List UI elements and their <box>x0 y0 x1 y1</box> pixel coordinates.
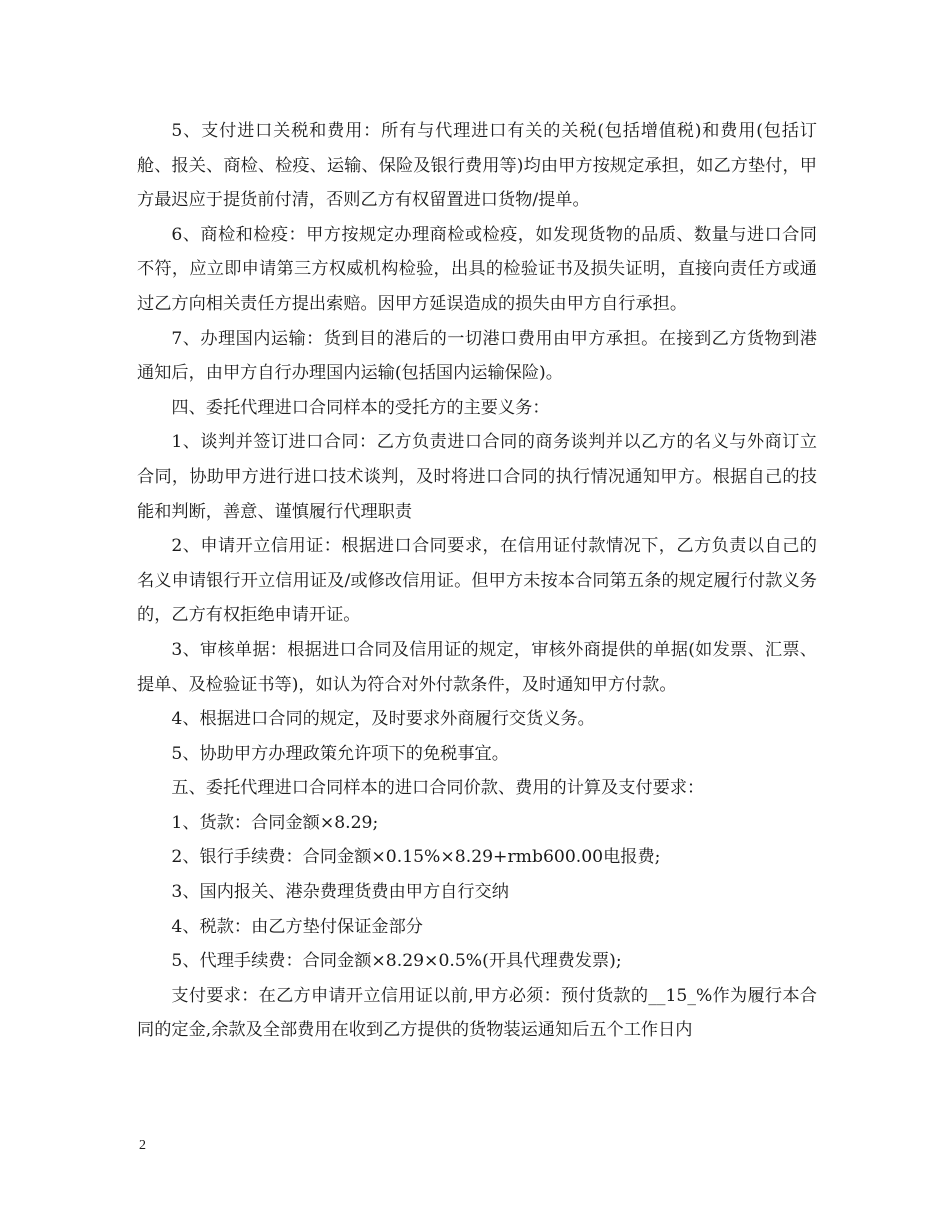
paragraph: 3、国内报关、港杂费理货费由甲方自行交纳 <box>171 882 509 903</box>
paragraph: 3、审核单据：根据进口合同及信用证的规定，审核外商提供的单据(如发票、汇票、提单、及检验证书等)，如认为符合对外付款条件，及时通知甲方付款。 <box>137 639 817 695</box>
document-body <box>137 114 817 1048</box>
paragraph: 6、商检和检疫：甲方按规定办理商检或检疫，如发现货物的品质、数量与进口合同不符，应立即申请第三方权威机构检验，出具的检验证书及损失证明，直接向责任方或通过乙方向相关责任方提出索赔。因甲方延误造成的损失由甲方自行承担。 <box>137 224 817 314</box>
paragraph: 5、协助甲方办理政策允许项下的免税事宜。 <box>171 743 509 764</box>
paragraph: 1、货款：合同金额×8.29; <box>171 812 379 833</box>
paragraph: 2、银行手续费：合同金额×0.15%×8.29+rmb600.00电报费; <box>171 847 661 868</box>
page-number: 2 <box>139 1138 146 1153</box>
paragraph: 2、申请开立信用证：根据进口合同要求，在信用证付款情况下，乙方负责以自己的名义申请银行开立信用证及/或修改信用证。但甲方未按本合同第五条的规定履行付款义务的，乙方有权拒绝申请开证。 <box>137 536 817 626</box>
paragraph: 5、支付进口关税和费用：所有与代理进口有关的关税(包括增值税)和费用(包括订舱、报关、商检、检疫、运输、保险及银行费用等)均由甲方按规定承担，如乙方垫付，甲方最迟应于提货前付清，否则乙方有权留置进口货物/提单。 <box>137 121 817 211</box>
paragraph: 1、谈判并签订进口合同：乙方负责进口合同的商务谈判并以乙方的名义与外商订立合同，协助甲方进行进口技术谈判，及时将进口合同的执行情况通知甲方。根据自己的技能和判断，善意、谨慎履行代理职责 <box>137 432 817 522</box>
paragraph: 5、代理手续费：合同金额×8.29×0.5%(开具代理费发票); <box>171 951 622 972</box>
section-heading: 五、委托代理进口合同样本的进口合同价款、费用的计算及支付要求： <box>171 778 705 799</box>
paragraph: 支付要求：在乙方申请开立信用证以前,甲方必须：预付货款的__15_%作为履行本合同的定金,余款及全部费用在收到乙方提供的货物装运通知后五个工作日内 <box>137 985 817 1041</box>
paragraph: 7、办理国内运输：货到目的港后的一切港口费用由甲方承担。在接到乙方货物到港通知后，由甲方自行办理国内运输(包括国内运输保险)。 <box>137 328 817 384</box>
paragraph: 4、根据进口合同的规定，及时要求外商履行交货义务。 <box>171 709 595 730</box>
paragraph: 4、税款：由乙方垫付保证金部分 <box>171 916 423 937</box>
section-heading: 四、委托代理进口合同样本的受托方的主要义务： <box>171 397 550 418</box>
